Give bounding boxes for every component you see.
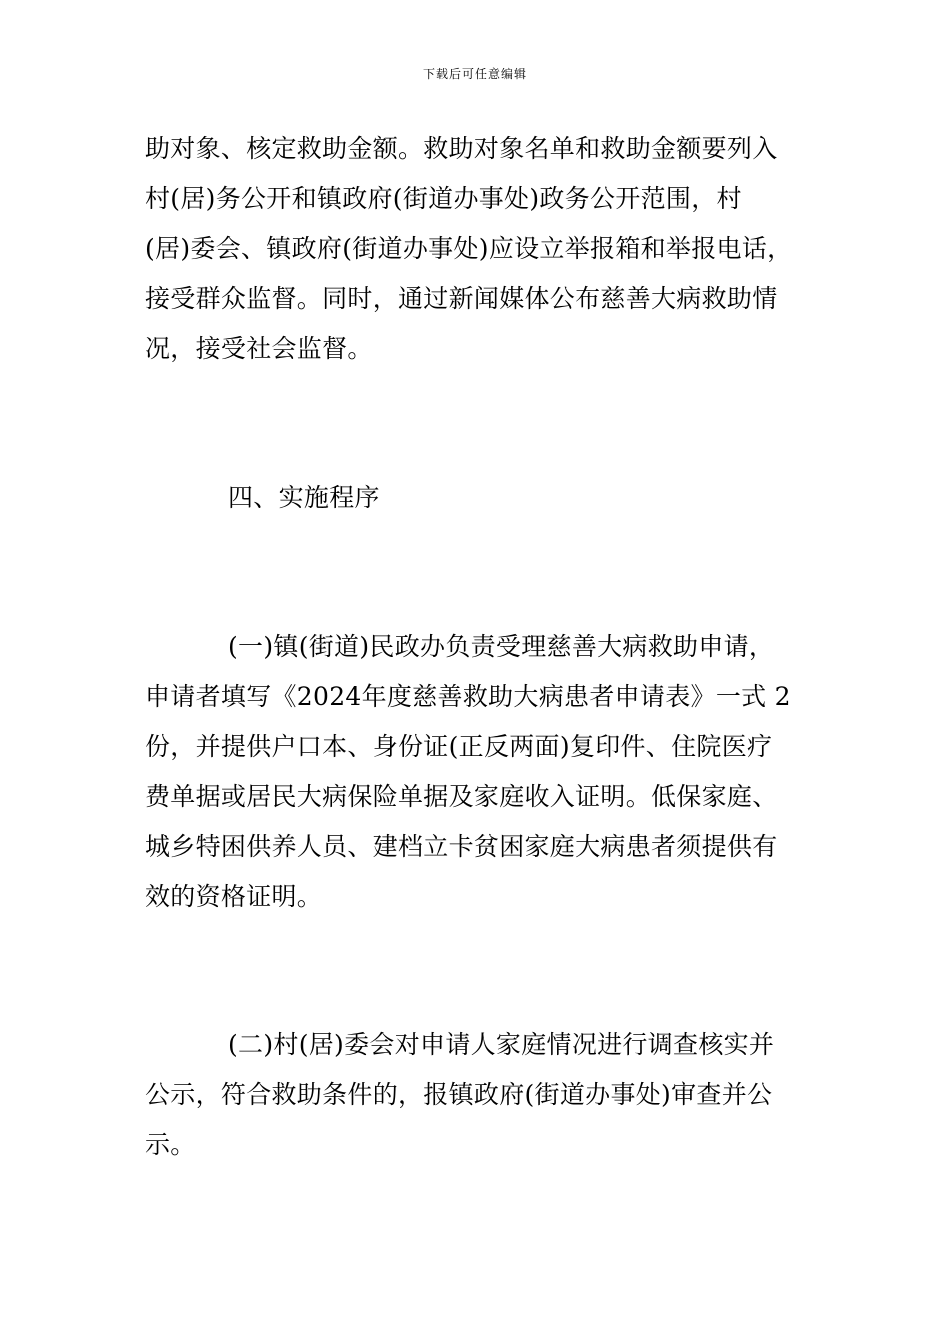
text-line: (二)村(居)委会对申请人家庭情况进行调查核实并 [228,1030,775,1059]
page-header: 下载后可任意编辑 [422,67,527,81]
paragraph-step-two [145,1020,835,1170]
text-line: 助对象、核定救助金额。救助对象名单和救助金额要列入 [145,134,778,163]
text-line: 城乡特困供养人员、建档立卡贫困家庭大病患者须提供有 [145,832,778,861]
text-line: 况，接受社会监督。 [145,334,373,363]
text-line: 申请者填写《2024年度慈善救助大病患者申请表》一式 2 [145,682,791,711]
text-line: 份，并提供户口本、身份证(正反两面)复印件、住院医疗 [145,732,773,761]
paragraph-supervision [145,124,835,374]
text-line: (一)镇(街道)民政办负责受理慈善大病救助申请， [228,632,775,661]
text-line: 接受群众监督。同时，通过新闻媒体公布慈善大病救助情 [145,284,778,313]
text-line: (居)委会、镇政府(街道办事处)应设立举报箱和举报电话， [145,234,793,263]
text-line: 费单据或居民大病保险单据及家庭收入证明。低保家庭、 [145,782,778,811]
paragraph-step-one [145,622,835,922]
section-heading [145,473,835,523]
text-line: 示。 [145,1130,196,1159]
text-line: 效的资格证明。 [145,882,323,911]
text-line: 公示，符合救助条件的，报镇政府(街道办事处)审查并公 [145,1080,773,1109]
text-line: 村(居)务公开和镇政府(街道办事处)政务公开范围，村 [145,184,742,213]
section-title: 四、实施程序 [228,483,380,512]
